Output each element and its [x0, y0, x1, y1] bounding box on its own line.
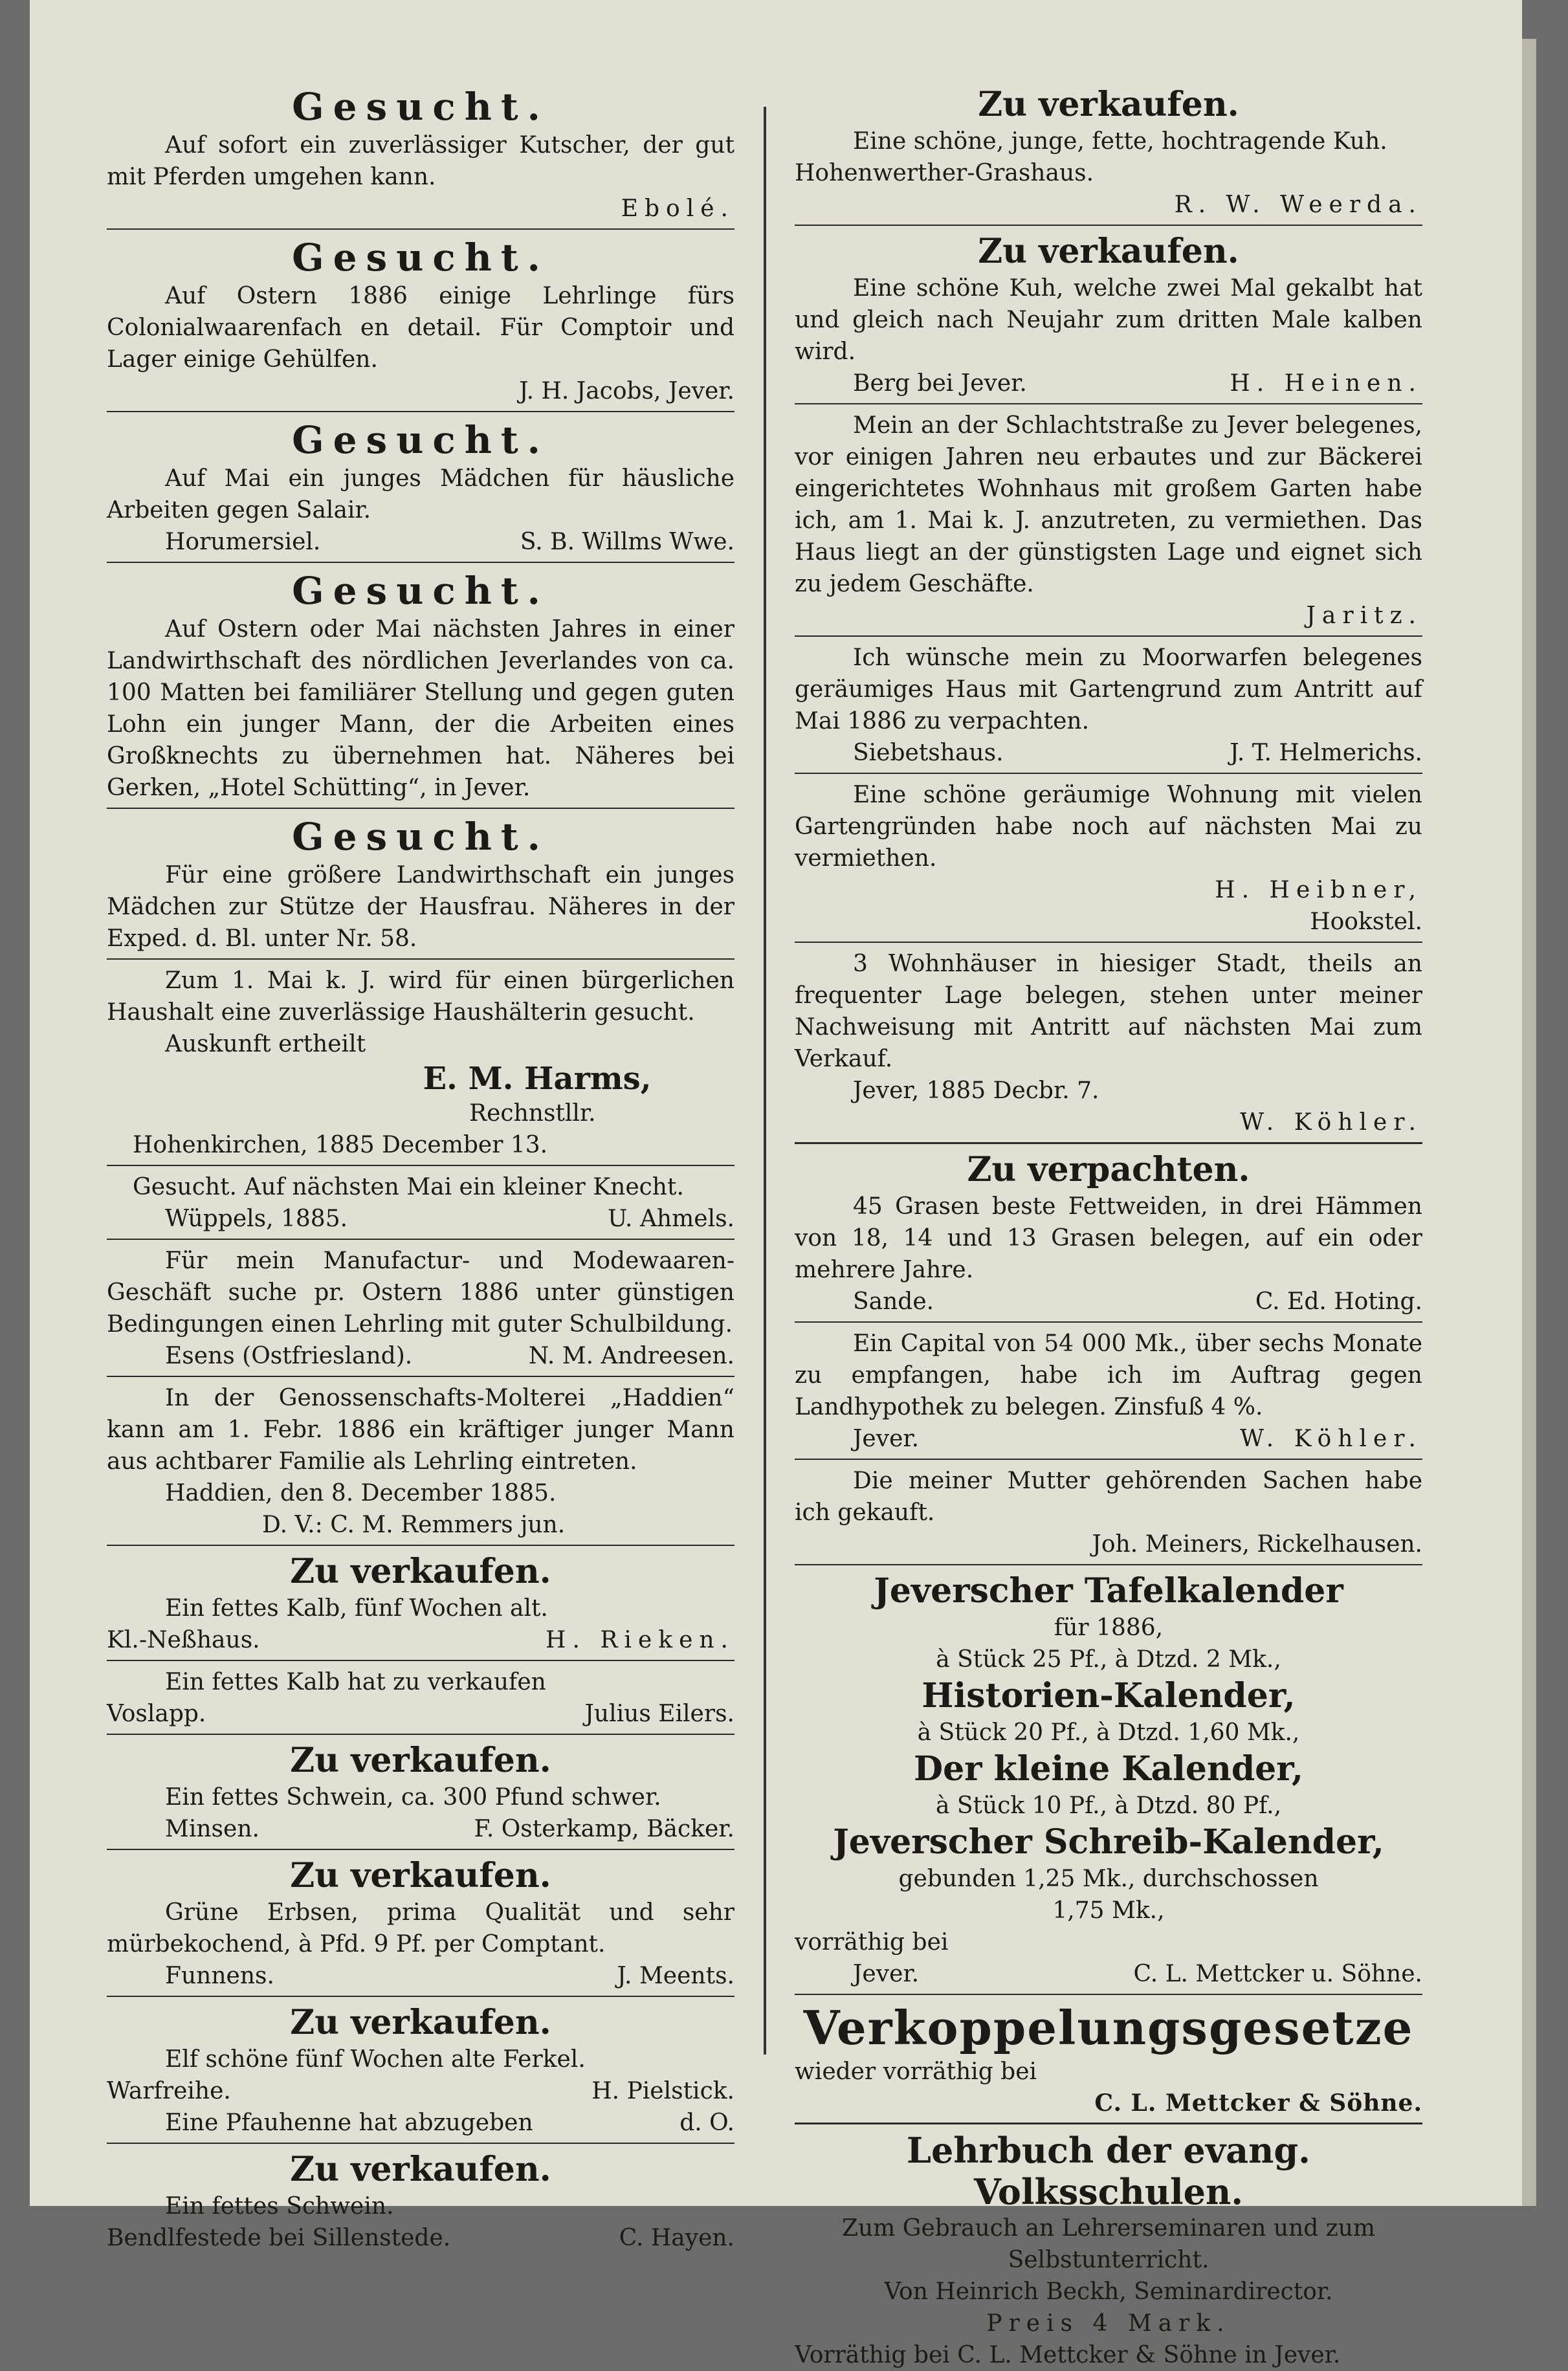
divider	[795, 942, 1422, 943]
ad-place: Bendlfestede bei Sillenstede.	[107, 2225, 451, 2251]
ad-place: Horumersiel.	[165, 529, 321, 555]
ad-kutscher	[107, 84, 734, 225]
ad-signature: J. H. Jacobs, Jever.	[518, 378, 734, 404]
divider	[795, 1321, 1422, 1323]
ad-heading: Gesucht.	[292, 815, 549, 859]
ad-kalb-1	[107, 1551, 734, 1656]
ad-text: Ein fettes Schwein, ca. 300 Pfund schwer.	[165, 1784, 661, 1811]
ad-haushaelterin	[107, 965, 734, 1161]
ad-ferkel	[107, 2002, 734, 2139]
ad-signature: Joh. Meiners, Rickelhausen.	[1092, 1531, 1422, 1558]
ad-signature: Ebolé.	[621, 195, 734, 222]
ad-lehrlinge	[107, 235, 734, 407]
ad-kuh-1	[795, 84, 1422, 221]
ad-stockist: Vorräthig bei C. L. Mettcker & Söhne in Jever.	[795, 2342, 1341, 2368]
calendar-text: für 1886,	[1054, 1615, 1164, 1641]
ad-text: Ein fettes Schwein.	[165, 2193, 394, 2220]
ad-heading: Zu verkaufen.	[978, 85, 1239, 124]
ad-heading: Zu verkaufen.	[290, 1741, 551, 1780]
ad-signature-sub: Hookstel.	[1310, 909, 1422, 935]
ad-molkerei	[107, 1382, 734, 1541]
ad-text: Ein Capital von 54 000 Mk., über sechs Monate zu empfangen, habe ich im Auftrag gegen Landhypothek zu belegen. Zinsfuß 4 %.	[795, 1330, 1422, 1420]
ad-capital	[795, 1328, 1422, 1455]
divider	[107, 1660, 734, 1661]
ad-firm-sub: Rechnstllr.	[469, 1100, 596, 1127]
ad-place: Esens (Ostfriesland).	[165, 1343, 413, 1369]
divider	[795, 773, 1422, 774]
ad-text: Gesucht. Auf nächsten Mai ein kleiner Knecht.	[133, 1174, 684, 1200]
ad-text: Die meiner Mutter gehörenden Sachen habe ich gekauft.	[795, 1468, 1422, 1526]
divider	[795, 1994, 1422, 1995]
ad-kuh-2	[795, 231, 1422, 399]
ad-footer	[107, 526, 734, 558]
ad-place: Siebetshaus.	[853, 740, 1004, 766]
ad-signature: W. Köhler.	[1240, 1109, 1422, 1136]
ad-signature: H. Pielstick.	[591, 2078, 734, 2104]
divider	[795, 2123, 1422, 2124]
ad-footer	[795, 368, 1422, 399]
divider	[107, 562, 734, 563]
ad-signature: R. W. Weerda.	[1174, 192, 1422, 218]
ad-date: Hohenkirchen, 1885 December 13.	[133, 1132, 548, 1158]
ad-kalb-2	[107, 1666, 734, 1730]
ad-footer	[107, 1203, 734, 1235]
divider	[107, 958, 734, 960]
divider	[107, 1165, 734, 1166]
ad-heading: Gesucht.	[292, 569, 549, 613]
ad-verkoppelung	[795, 2000, 1422, 2119]
column-rule	[764, 107, 766, 2055]
ad-footer	[107, 1340, 734, 1372]
ad-signature: J. Meents.	[617, 1963, 734, 1989]
ad-footer	[107, 2222, 734, 2254]
ad-text: Eine schöne, junge, fette, hochtragende Kuh.	[853, 128, 1387, 155]
ad-wohnhaeuser	[795, 948, 1422, 1138]
ad-signature: C. Hayen.	[619, 2225, 734, 2251]
divider	[107, 1239, 734, 1240]
ad-hausfrau	[107, 814, 734, 954]
ad-place: Voslapp.	[107, 1701, 206, 1727]
ad-signature: C. L. Mettcker & Söhne.	[1094, 2090, 1422, 2117]
ad-signature-2: d. O.	[679, 2110, 734, 2136]
ad-heading: Zu verkaufen.	[290, 1552, 551, 1591]
ad-heading: Zu verpachten.	[967, 1150, 1250, 1189]
ad-text: Grüne Erbsen, prima Qualität und sehr mürbekochend, à Pfd. 9 Pf. per Comptant.	[107, 1899, 734, 1957]
ad-place: Jever.	[853, 1961, 920, 1987]
ad-erbsen	[107, 1855, 734, 1992]
ad-text: Zum Gebrauch an Lehrerseminaren und zum Selbstunterricht.	[841, 2215, 1376, 2273]
divider	[107, 808, 734, 809]
ad-text: Mein an der Schlachtstraße zu Jever belegenes, vor einigen Jahren neu erbautes und zur Bäckerei eingerichtetes Wohnhaus mit großem Garten habe ich, am 1. Mai k. J. anzutreten, zu vermiethen. Das Haus liegt an der günstigsten Lage und eignet sich zu jedem Geschäfte.	[795, 412, 1422, 597]
divider	[795, 635, 1422, 637]
ad-signature: C. L. Mettcker u. Söhne.	[1133, 1961, 1422, 1987]
ad-place: Kl.-Neßhaus.	[107, 1627, 260, 1653]
ad-manufactur	[107, 1245, 734, 1372]
ad-schwein-1	[107, 1740, 734, 1845]
ad-signature: Julius Eilers.	[584, 1701, 734, 1727]
ad-signature: N. M. Andreesen.	[528, 1343, 734, 1369]
ad-text: Ein fettes Kalb, fünf Wochen alt.	[165, 1595, 548, 1622]
ad-text: In der Genossenschafts-Molterei „Haddien“ kann am 1. Febr. 1886 ein kräftiger junger Mann aus achtbarer Familie als Lehrling eintreten.	[107, 1385, 734, 1475]
divider	[107, 1996, 734, 1997]
ad-signature: H. Heibner,	[1215, 877, 1422, 903]
ad-place: Hohenwerther-Grashaus.	[795, 160, 1094, 186]
divider	[107, 1849, 734, 1850]
ad-firm: E. M. Harms,	[423, 1061, 652, 1097]
calendar-price: à Stück 20 Pf., à Dtzd. 1,60 Mk.,	[917, 1719, 1300, 1746]
divider	[795, 403, 1422, 404]
ad-footer	[795, 1958, 1422, 1990]
ad-place: Wüppels, 1885.	[165, 1206, 348, 1232]
ad-knecht	[107, 1171, 734, 1235]
ad-wohnhaus	[795, 410, 1422, 632]
calendar-price: à Stück 25 Pf., à Dtzd. 2 Mk.,	[936, 1646, 1281, 1673]
ad-heading: Zu verkaufen.	[978, 232, 1239, 271]
ad-text: Für eine größere Landwirthschaft ein junges Mädchen zur Stütze der Hausfrau. Näheres in der Exped. d. Bl. unter Nr. 58.	[107, 862, 734, 952]
ad-signature: D. V.: C. M. Remmers jun.	[262, 1512, 566, 1538]
divider	[795, 1142, 1422, 1144]
ad-text: Zum 1. Mai k. J. wird für einen bürgerlichen Haushalt eine zuverlässige Haushälterin gesucht.	[107, 967, 734, 1026]
ad-maedchen	[107, 417, 734, 558]
ad-text: Ich wünsche mein zu Moorwarfen belegenes geräumiges Haus mit Gartengrund zum Antritt auf Mai 1886 zu verpachten.	[795, 645, 1422, 734]
ad-heading: Zu verkaufen.	[290, 2003, 551, 2042]
divider	[107, 1376, 734, 1377]
calendar-price: à Stück 10 Pf., à Dtzd. 80 Pf.,	[935, 1792, 1282, 1819]
ad-date: Haddien, den 8. December 1885.	[165, 1480, 557, 1506]
ad-wohnung	[795, 779, 1422, 938]
ad-place: Minsen.	[165, 1816, 259, 1842]
ad-date: Jever, 1885 Decbr. 7.	[853, 1077, 1099, 1104]
ad-heading: Zu verkaufen.	[290, 1856, 551, 1895]
divider	[107, 411, 734, 412]
ad-heading: Verkoppelungsgesetze	[803, 2000, 1414, 2055]
ad-place: Berg bei Jever.	[853, 370, 1027, 397]
ad-signature: W. Köhler.	[1240, 1426, 1422, 1452]
ad-text-2: Eine Pfauhenne hat abzugeben	[165, 2110, 533, 2136]
calendar-price: gebunden 1,25 Mk., durchschossen	[898, 1866, 1319, 1892]
ad-text: Auf sofort ein zuverlässiger Kutscher, der gut mit Pferden umgehen kann.	[107, 132, 734, 190]
page-edge	[1522, 39, 1536, 2206]
ad-footer	[795, 1423, 1422, 1455]
ad-text: Auf Ostern 1886 einige Lehrlinge fürs Colonialwaarenfach en detail. Für Comptoir und Lager einige Gehülfen.	[107, 283, 734, 373]
divider	[795, 1564, 1422, 1565]
ad-signature: U. Ahmels.	[608, 1206, 734, 1232]
ad-signature: H. Heinen.	[1230, 370, 1422, 397]
ad-footer	[107, 1960, 734, 1992]
ad-footer	[795, 1286, 1422, 1318]
right-column	[795, 84, 1422, 2371]
left-column	[107, 84, 734, 2254]
ad-footer	[107, 2075, 734, 2107]
divider	[107, 2143, 734, 2144]
calendar-title-2: Historien-Kalender,	[922, 1676, 1296, 1715]
ad-heading: Lehrbuch der evang. Volksschulen.	[907, 2130, 1310, 2212]
ad-footer	[795, 737, 1422, 769]
ad-signature: F. Osterkamp, Bäcker.	[474, 1816, 734, 1842]
calendar-title-4: Jeverscher Schreib-Kalender,	[833, 1822, 1384, 1862]
ad-place: Jever.	[853, 1426, 920, 1452]
ad-author: Von Heinrich Beckh, Seminardirector.	[884, 2278, 1333, 2305]
ad-signature: C. Ed. Hoting.	[1255, 1288, 1422, 1315]
ad-text: vorräthig bei	[795, 1929, 949, 1956]
ad-lehrbuch	[795, 2130, 1422, 2371]
ad-text: Auf Mai ein junges Mädchen für häusliche Arbeiten gegen Salair.	[107, 465, 734, 524]
ad-text-2: Auskunft ertheilt	[165, 1031, 366, 1057]
ad-signature: H. Rieken.	[546, 1627, 734, 1653]
ad-footer	[107, 1624, 734, 1656]
ad-text: wieder vorräthig bei	[795, 2058, 1037, 2085]
divider	[107, 228, 734, 230]
ad-text: Für mein Manufactur- und Modewaaren-Geschäft suche pr. Ostern 1886 unter günstigen Bedingungen einen Lehrling mit guter Schulbildung.	[107, 1248, 734, 1338]
ad-place: Warfreihe.	[107, 2078, 231, 2104]
divider	[107, 1734, 734, 1735]
ad-place: Funnens.	[165, 1963, 274, 1989]
ad-text: Eine schöne geräumige Wohnung mit vielen Gartengründen habe noch auf nächsten Mai zu vermiethen.	[795, 782, 1422, 872]
ad-grossknecht	[107, 568, 734, 804]
ad-text: Eine schöne Kuh, welche zwei Mal gekalbt hat und gleich nach Neujahr zum dritten Male kalben wird.	[795, 275, 1422, 365]
ad-text: Ein fettes Kalb hat zu verkaufen	[165, 1669, 546, 1695]
ad-text: Elf schöne fünf Wochen alte Ferkel.	[165, 2046, 586, 2073]
ad-sachen	[795, 1465, 1422, 1560]
ad-schwein-2	[107, 2149, 734, 2254]
ad-signature: J. T. Helmerichs.	[1230, 740, 1422, 766]
ad-heading: Gesucht.	[292, 85, 549, 129]
ad-heading: Gesucht.	[292, 236, 549, 280]
ad-moorwarfen	[795, 642, 1422, 769]
ad-signature: Jaritz.	[1306, 602, 1422, 629]
calendar-title-1: Jeverscher Tafelkalender	[874, 1571, 1343, 1611]
ad-kalender	[795, 1571, 1422, 1990]
ad-signature: S. B. Willms Wwe.	[520, 529, 734, 555]
ad-heading: Gesucht.	[292, 418, 549, 462]
ad-footer-2	[107, 2107, 734, 2139]
ad-text: 3 Wohnhäuser in hiesiger Stadt, theils an frequenter Lage belegen, stehen unter meiner Nachweisung mit Antritt auf nächsten Mai zum Verkauf.	[795, 951, 1422, 1072]
ad-text: Auf Ostern oder Mai nächsten Jahres in einer Landwirthschaft des nördlichen Jeverlandes von ca. 100 Matten bei familiärer Stellung und gegen guten Lohn ein junger Mann, der die Arbeiten eines Großknechts zu übernehmen hat. Näheres bei Gerken, „Hotel Schütting“, in Jever.	[107, 616, 734, 801]
divider	[795, 225, 1422, 226]
ad-verpachten	[795, 1149, 1422, 1318]
ad-footer	[107, 1698, 734, 1730]
ad-heading: Zu verkaufen.	[290, 2150, 551, 2189]
ad-place: Sande.	[853, 1288, 934, 1315]
divider	[795, 1459, 1422, 1460]
ad-price: Preis 4 Mark.	[986, 2310, 1231, 2337]
ad-text: 45 Grasen beste Fettweiden, in drei Hämmen von 18, 14 und 13 Grasen belegen, auf ein oder mehrere Jahre.	[795, 1193, 1422, 1283]
ad-footer	[107, 1813, 734, 1845]
divider	[107, 1545, 734, 1546]
calendar-price: 1,75 Mk.,	[1052, 1897, 1165, 1924]
calendar-title-3: Der kleine Kalender,	[914, 1749, 1303, 1789]
